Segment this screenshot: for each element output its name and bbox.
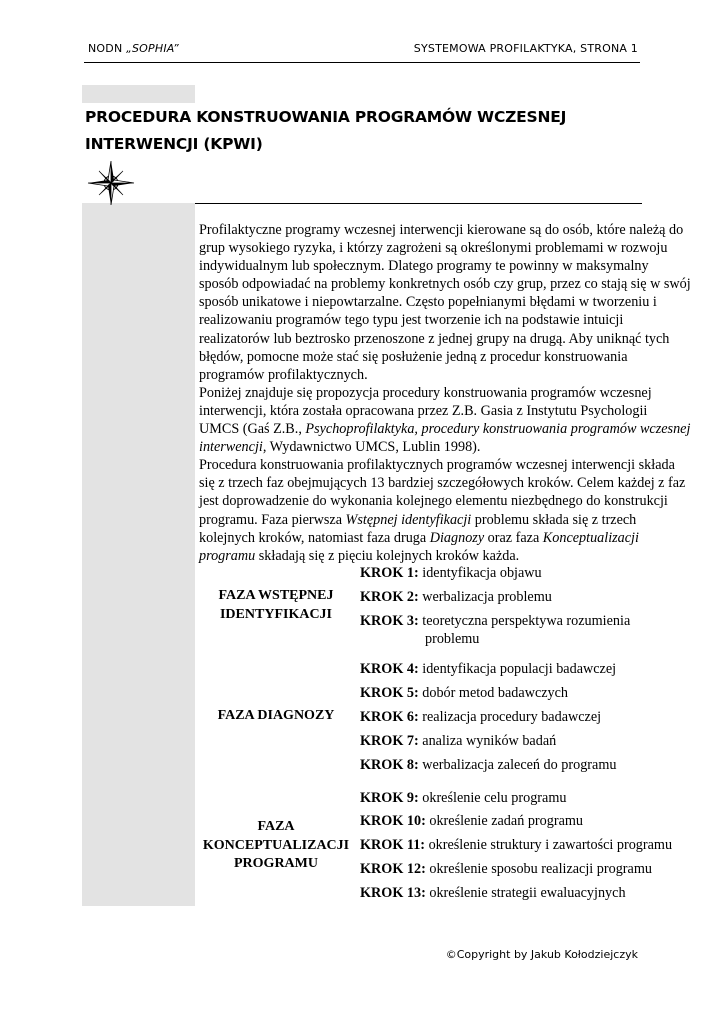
step-9: KROK 9: określenie celu programu	[360, 790, 567, 806]
header-rule	[84, 62, 640, 63]
step-4: KROK 4: identyfikacja populacji badawczej	[360, 661, 617, 677]
header-org: NODN	[88, 42, 127, 55]
title-gray-accent	[82, 85, 195, 103]
step-8: KROK 8: werbalizacja zaleceń do programu	[360, 757, 617, 773]
phase-name-3: Konceptualizacji programu	[199, 529, 639, 564]
title-rule	[195, 203, 642, 204]
paragraph-1: Profilaktyczne programy wczesnej interwencji kierowane są do osób, które należą do grup wysokiego ryzyka, i którzy zagrożeni są określonymi problemami w rozwoju indywidualnym lub społecznym. Dlatego programy te powinny w maksymalny sposób odpowiadać na problemy konkretnych osób czy grup, przez co stają się w swój sposób unikatowe i niepowtarzalne. Często popełnianymi błędami w tworzeniu i realizowaniu programów tego typu jest tworzenie ich na podstawie intuicji realizatorów lub beztrosko przenoszone z jednej grupy na drugą. Aby uniknąć tych błędów, pomocne może stać się posłużenie jedną z procedur konstruowania programów profilaktycznych.	[199, 222, 691, 383]
running-header-right: SYSTEMOWA PROFILAKTYKA, STRONA 1	[413, 42, 638, 55]
step-11: KROK 11: określenie struktury i zawartości programu	[360, 837, 673, 853]
step-10: KROK 10: określenie zadań programu	[360, 813, 583, 829]
phase-label-initial-identification: FAZA WSTĘPNEJ IDENTYFIKACJI	[218, 588, 334, 622]
phase-name-1: Wstępnej identyfikacji	[345, 511, 472, 528]
copyright-notice: ©Copyright by Jakub Kołodziejczyk	[445, 948, 638, 961]
intro-text	[199, 221, 691, 565]
book-title: Psychoprofilaktyka, procedury konstruowania programów wczesnej interwencji	[199, 421, 691, 456]
phase-name-2: Diagnozy	[429, 529, 485, 546]
phase-label-conceptualization: FAZA KONCEPTUALIZACJI PROGRAMU	[202, 819, 350, 871]
paragraph-2: Poniżej znajduje się propozycja procedury konstruowania programów wczesnej interwencji, która została opracowana przez Z.B. Gasia z Instytutu Psychologii UMCS (Gaś Z.B., Psychoprofilaktyka, procedury konstruowania programów wczesnej interwencji, Wydawnictwo UMCS, Lublin 1998).	[199, 384, 691, 456]
phase-label-diagnosis: FAZA DIAGNOZY	[217, 708, 335, 723]
step-1: KROK 1: identyfikacja objawu	[360, 565, 542, 581]
step-13: KROK 13: określenie strategii ewaluacyjnych	[360, 885, 626, 901]
running-header-left	[88, 42, 179, 55]
header-org-name: „SOPHIA”	[126, 42, 179, 55]
step-3: KROK 3: teoretyczna perspektywa rozumienia problemu	[360, 613, 631, 647]
step-2: KROK 2: werbalizacja problemu	[360, 589, 552, 605]
step-12: KROK 12: określenie sposobu realizacji programu	[360, 861, 652, 877]
document-title: PROCEDURA KONSTRUOWANIA PROGRAMÓW WCZESNEJ INTERWENCJI (KPWI)	[85, 108, 567, 153]
compass-rose-icon	[86, 160, 136, 206]
step-5: KROK 5: dobór metod badawczych	[360, 685, 569, 701]
step-7: KROK 7: analiza wyników badań	[360, 733, 557, 749]
paragraph-3: Procedura konstruowania profilaktycznych programów wczesnej interwencji składa się z trzech faz obejmujących 13 bardziej szczegółowych kroków. Celem każdej z faz jest doprowadzenie do wykonania kolejnego elementu niezbędnego do konstrukcji programu. Faza pierwsza Wstępnej identyfikacji problemu składa się z trzech kolejnych kroków, natomiast faza druga Diagnozy oraz faza Konceptualizacji programu składają się z pięciu kolejnych kroków każda.	[199, 457, 686, 564]
left-gray-column	[82, 203, 195, 906]
step-6: KROK 6: realizacja procedury badawczej	[360, 709, 602, 725]
